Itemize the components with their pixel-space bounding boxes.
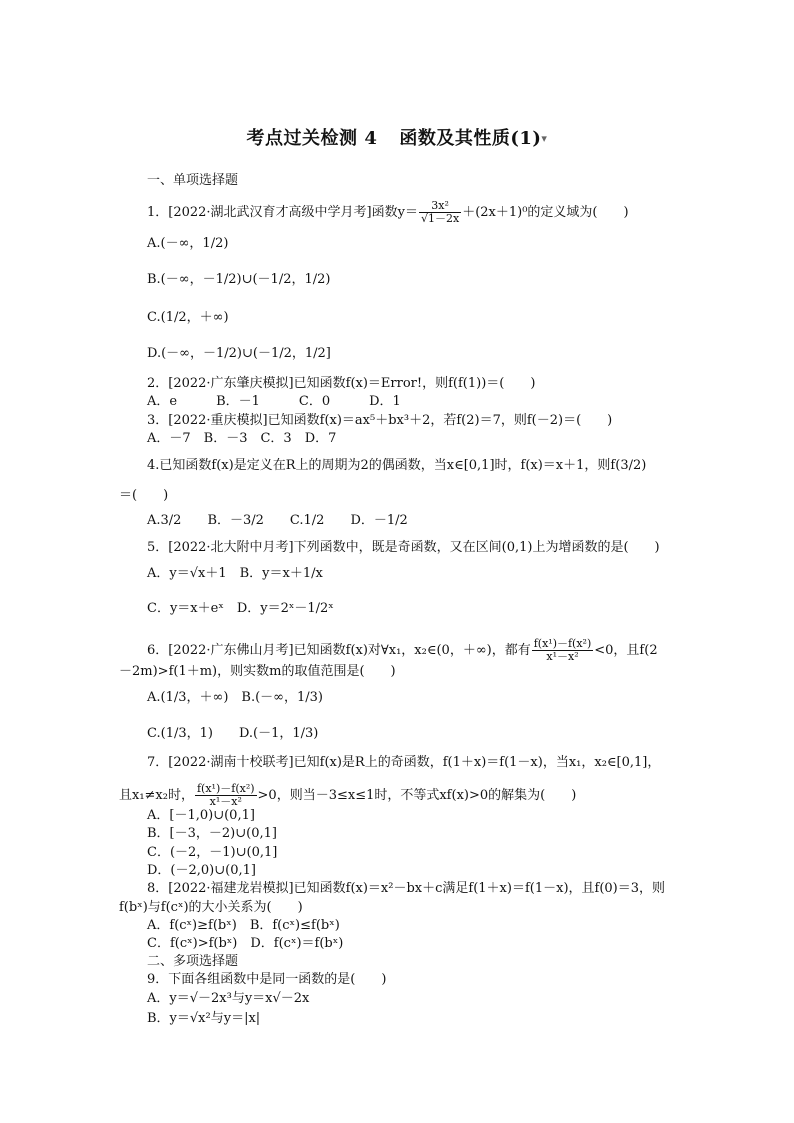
- question-5-stem: 5．[2022·北大附中月考]下列函数中，既是奇函数，又在区间(0,1)上为增函数的是( ): [147, 540, 660, 555]
- title-part2: 函数及其性质(1): [399, 128, 542, 149]
- q5-options-cd: C．y＝x＋eˣ D．y＝2ˣ－1/2ˣ: [147, 601, 334, 616]
- q7-option-b: B．[－3，－2)∪(0,1]: [147, 826, 277, 841]
- question-9-stem: 9．下面各组函数中是同一函数的是( ): [147, 972, 387, 987]
- q1-option-b: B.(－∞，－1/2)∪(－1/2，1/2): [147, 272, 331, 287]
- q7-option-a: A．[－1,0)∪(0,1]: [147, 808, 255, 823]
- q7-fraction: $\frac{\text{f(x¹)－f(x²)}}{\text{x¹－x²}}$: [196, 782, 255, 808]
- section-multi-choice: 二、多项选择题: [147, 954, 239, 969]
- question-4-stem: 4.已知函数f(x)是定义在R上的周期为2的偶函数，当x∈[0,1]时，f(x)＝x＋1，则f(3/2): [147, 458, 647, 473]
- q4-options: A.3/2 B．－3/2 C.1/2 D．－1/2: [147, 513, 408, 528]
- question-6-stem: 6．[2022·广东佛山月考]已知函数f(x)对∀x₁，x₂∈(0，＋∞)，都有 $\frac{\text{f(x¹)－f(x²)}}{\text{x¹－x²}}$ <0，且f(2: [147, 637, 658, 663]
- q9-option-a: A．y＝√－2x³与y＝x√－2x: [147, 991, 310, 1006]
- q9-option-b: B．y＝√x²与y＝|x|: [147, 1011, 261, 1026]
- q8-options-ab: A．f(cˣ)≥f(bˣ) B．f(cˣ)≤f(bˣ): [147, 918, 340, 933]
- q7-option-d: D．(－2,0)∪(0,1]: [147, 863, 256, 878]
- q7-option-c: C．(－2，－1)∪(0,1]: [147, 845, 278, 860]
- q3-options: A．－7 B．－3 C．3 D．7: [147, 431, 337, 446]
- question-2-stem: 2．[2022·广东肇庆模拟]已知函数f(x)＝Error!，则f(f(1))＝( ): [147, 376, 536, 391]
- section-single-choice: 一、单项选择题: [147, 173, 239, 188]
- q1-option-d: D.(－∞，－1/2)∪(－1/2，1/2]: [147, 346, 331, 361]
- q1-option-c: C.(1/2，＋∞): [147, 310, 229, 325]
- page-title: [0, 124, 794, 150]
- q6-options-ab: A.(1/3，＋∞) B.(－∞，1/3): [147, 690, 323, 705]
- q4-stem-continued: ＝( ): [119, 488, 169, 503]
- question-1-stem: 1．[2022·湖北武汉育才高级中学月考]函数y＝ $\frac{\text{3x²}}{√1-2x}$ ＋(2x＋1)⁰的定义域为( ): [147, 199, 629, 225]
- q6-fraction: $\frac{\text{f(x¹)－f(x²)}}{\text{x¹－x²}}$: [533, 637, 592, 663]
- title-part1: 考点过关检测 4: [246, 128, 378, 149]
- question-3-stem: 3．[2022·重庆模拟]已知函数f(x)＝ax⁵＋bx³＋2，若f(2)＝7，则f(－2)＝( ): [147, 413, 613, 428]
- question-8-stem: 8．[2022·福建龙岩模拟]已知函数f(x)＝x²－bx＋c满足f(1＋x)＝f(1－x)，且f(0)＝3，则: [147, 881, 666, 896]
- q7-stem-continued: 且x₁≠x₂时， $\frac{\text{f(x¹)－f(x²)}}{\text{x¹－x²}}$ >0，则当－3≤x≤1时，不等式xf(x)>0的解集为( ): [119, 782, 577, 808]
- q8-stem-continued: f(bˣ)与f(cˣ)的大小关系为( ): [119, 900, 303, 915]
- q5-options-ab: A．y＝√x＋1 B．y＝x＋1/x: [147, 566, 323, 581]
- q1-option-a: A.(－∞，1/2): [147, 236, 229, 251]
- q6-stem-continued: －2m)>f(1＋m)，则实数m的取值范围是( ): [119, 664, 396, 679]
- dropdown-marker-icon[interactable]: ▾: [541, 132, 548, 145]
- q2-options: A．e B．－1 C．0 D．1: [147, 394, 401, 409]
- question-7-stem: 7．[2022·湖南十校联考]已知f(x)是R上的奇函数，f(1＋x)＝f(1－x)，当x₁，x₂∈[0,1]，: [147, 755, 661, 770]
- q8-options-cd: C．f(cˣ)>f(bˣ) D．f(cˣ)＝f(bˣ): [147, 936, 344, 951]
- q1-fraction: $\frac{\text{3x²}}{√1-2x}$: [420, 199, 460, 225]
- q6-options-cd: C.(1/3，1) D.(－1，1/3): [147, 726, 319, 741]
